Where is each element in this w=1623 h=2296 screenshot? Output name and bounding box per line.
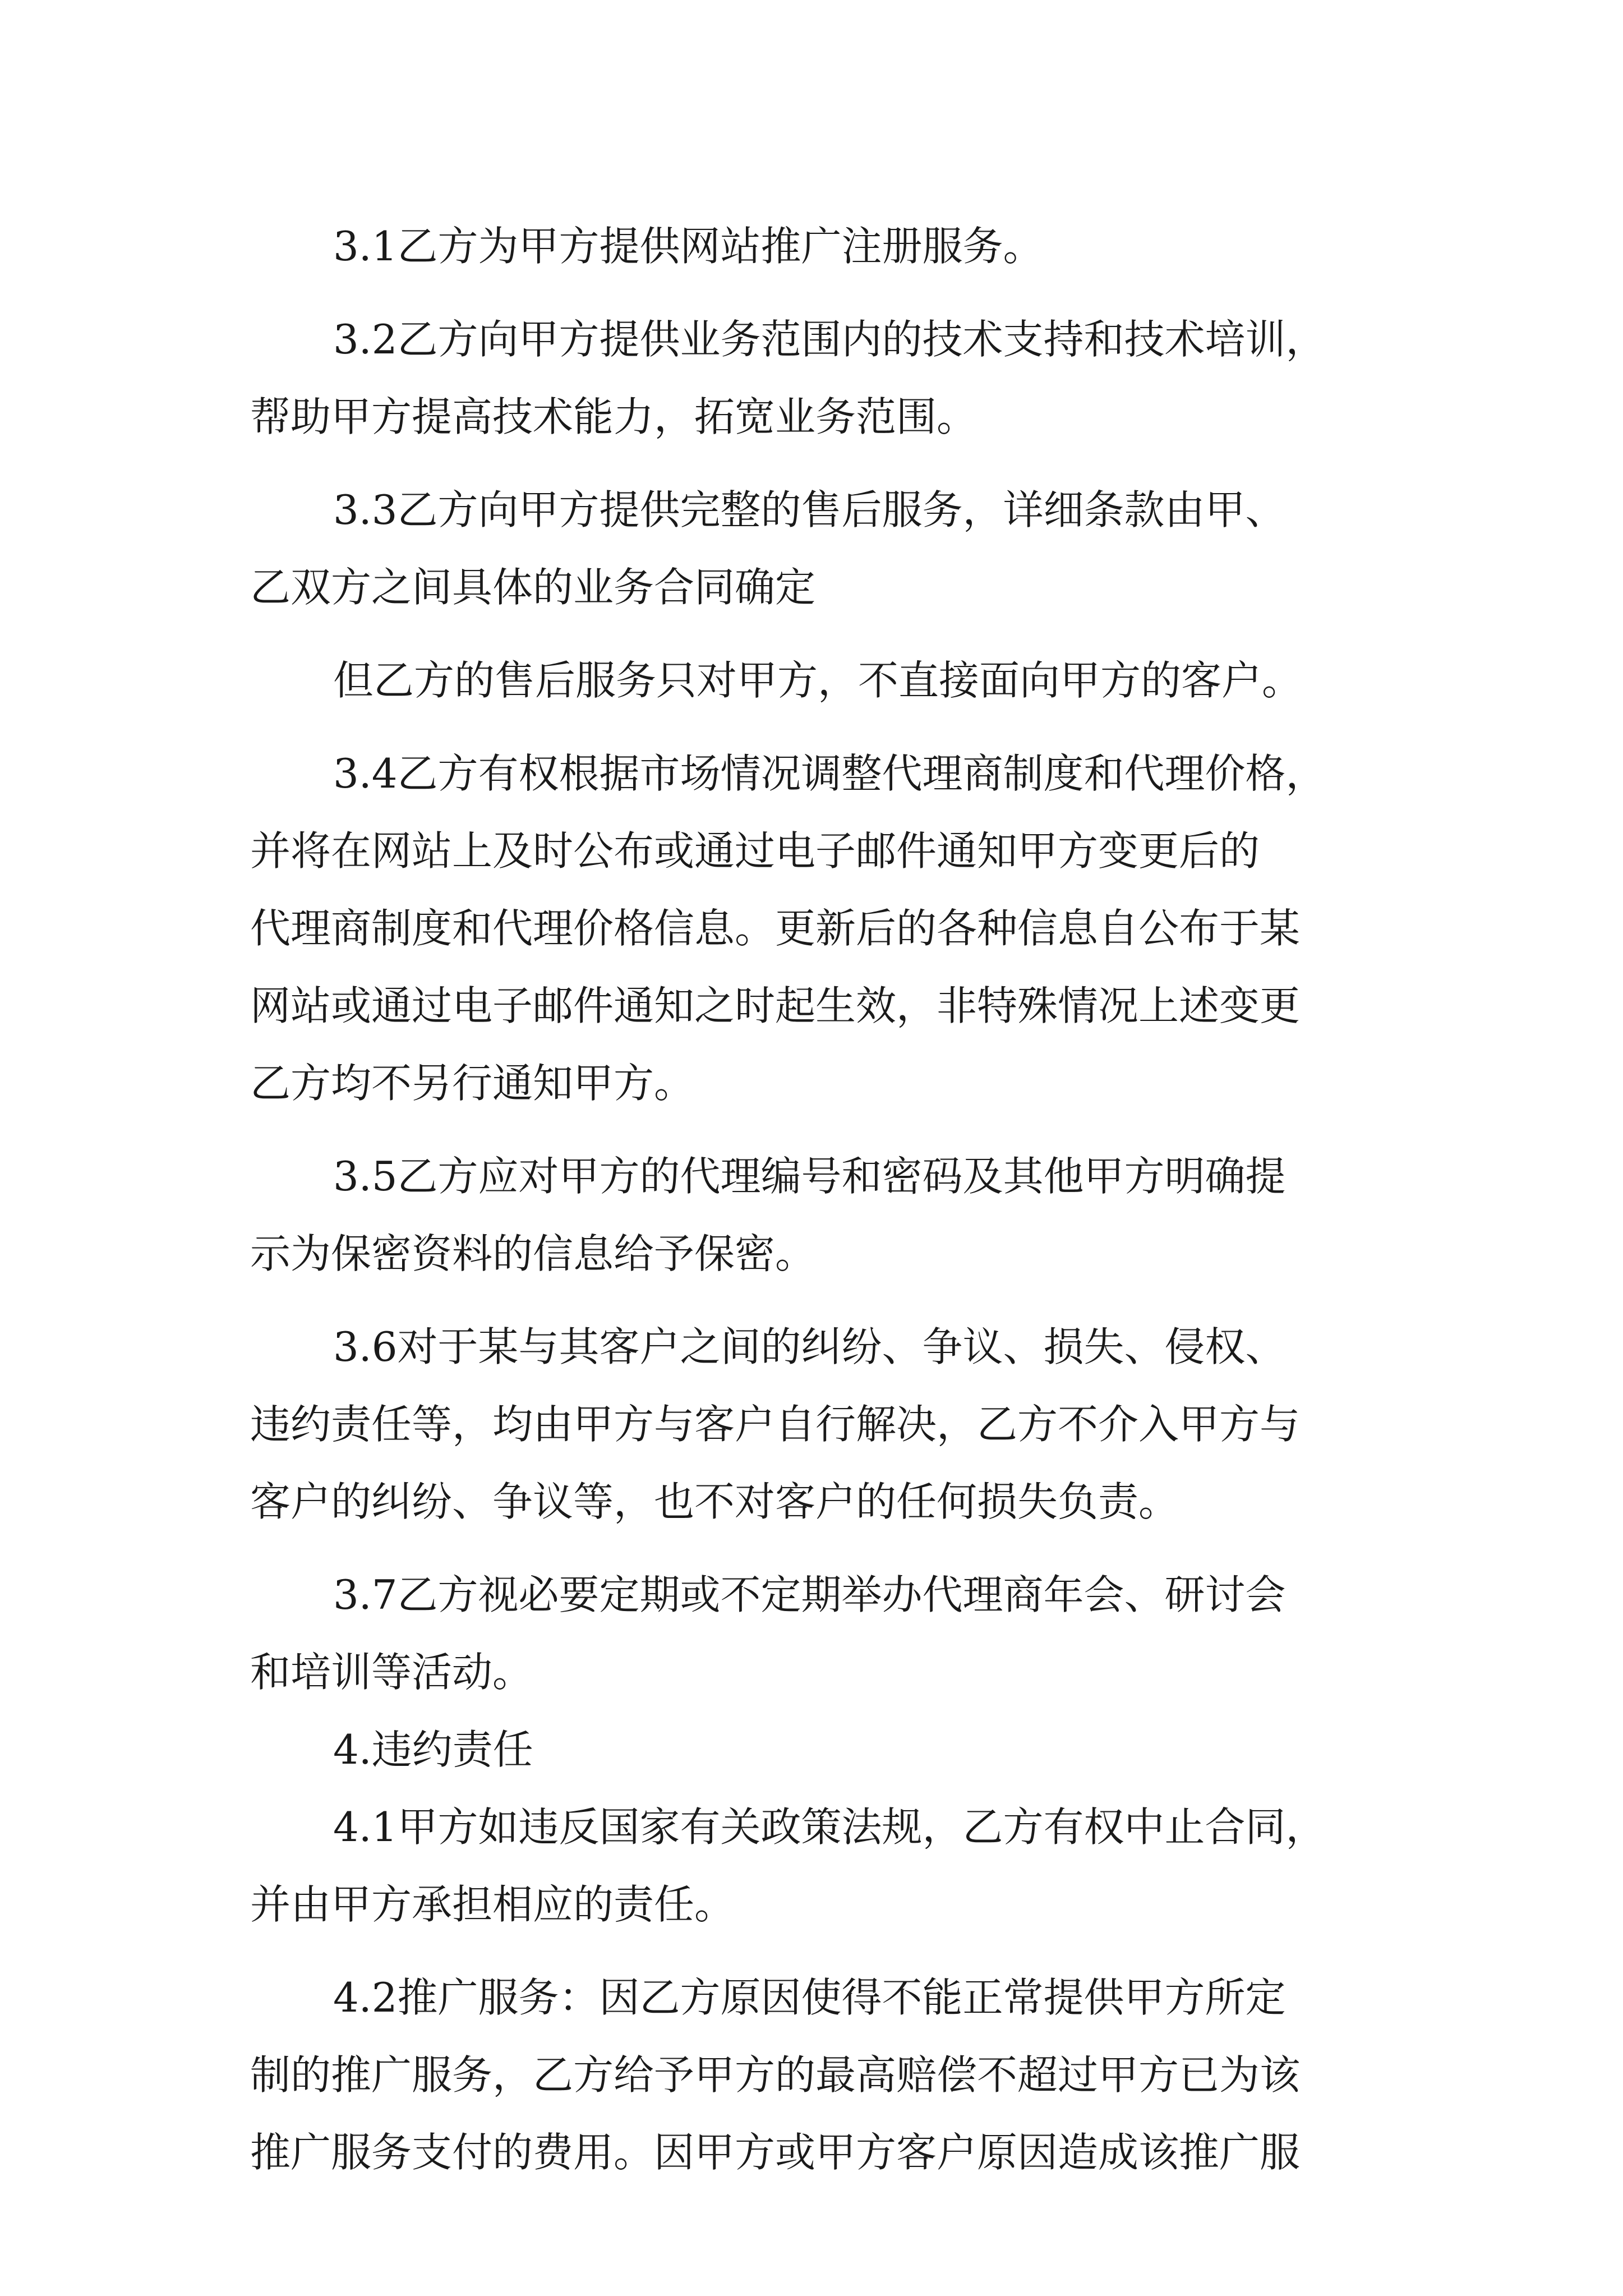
clause-3-7-cont: 和培训等活动。 bbox=[250, 1649, 533, 1696]
clause-3-3-note: 但乙方的售后服务只对甲方，不直接面向甲方的客户。 bbox=[333, 657, 1303, 704]
clause-3-4-cont-4: 乙方均不另行通知甲方。 bbox=[250, 1060, 695, 1107]
clause-3-6: 3.6对于某与其客户之间的纠纷、争议、损失、侵权、 bbox=[333, 1323, 1286, 1370]
clause-4-2-cont-2: 推广服务支付的费用。因甲方或甲方客户原因造成该推广服 bbox=[250, 2129, 1301, 2176]
clause-3-3: 3.3乙方向甲方提供完整的售后服务，详细条款由甲、 bbox=[333, 486, 1286, 533]
document-body bbox=[250, 208, 1377, 2191]
clause-3-4-cont-3: 网站或通过电子邮件通知之时起生效，非特殊情况上述变更 bbox=[250, 982, 1301, 1029]
section-4-heading: 4.违约责任 bbox=[333, 1726, 533, 1773]
clause-3-2: 3.2乙方向甲方提供业务范围内的技术支持和技术培训， bbox=[333, 316, 1326, 363]
clause-3-3-cont: 乙双方之间具体的业务合同确定 bbox=[250, 564, 816, 611]
clause-3-2-cont: 帮助甲方提高技术能力，拓宽业务范围。 bbox=[250, 393, 978, 440]
clause-3-6-cont-2: 客户的纠纷、争议等，也不对客户的任何损失负责。 bbox=[250, 1478, 1179, 1525]
clause-3-4-cont-2: 代理商制度和代理价格信息。更新后的各种信息自公布于某 bbox=[250, 905, 1301, 952]
clause-3-6-cont-1: 违约责任等，均由甲方与客户自行解决，乙方不介入甲方与 bbox=[250, 1401, 1301, 1448]
clause-3-1: 3.1乙方为甲方提供网站推广注册服务。 bbox=[333, 223, 1044, 270]
clause-4-1: 4.1甲方如违反国家有关政策法规，乙方有权中止合同， bbox=[333, 1803, 1326, 1851]
clause-3-5: 3.5乙方应对甲方的代理编号和密码及其他甲方明确提 bbox=[333, 1153, 1286, 1200]
clause-4-2: 4.2推广服务：因乙方原因使得不能正常提供甲方所定 bbox=[333, 1974, 1286, 2021]
clause-3-4: 3.4乙方有权根据市场情况调整代理商制度和代理价格， bbox=[333, 750, 1326, 797]
clause-3-4-cont-1: 并将在网站上及时公布或通过电子邮件通知甲方变更后的 bbox=[250, 827, 1260, 875]
clause-3-5-cont: 示为保密资料的信息给予保密。 bbox=[250, 1230, 816, 1277]
clause-3-7: 3.7乙方视必要定期或不定期举办代理商年会、研讨会 bbox=[333, 1571, 1286, 1618]
clause-4-1-cont: 并由甲方承担相应的责任。 bbox=[250, 1881, 735, 1928]
clause-4-2-cont-1: 制的推广服务，乙方给予甲方的最高赔偿不超过甲方已为该 bbox=[250, 2051, 1301, 2099]
